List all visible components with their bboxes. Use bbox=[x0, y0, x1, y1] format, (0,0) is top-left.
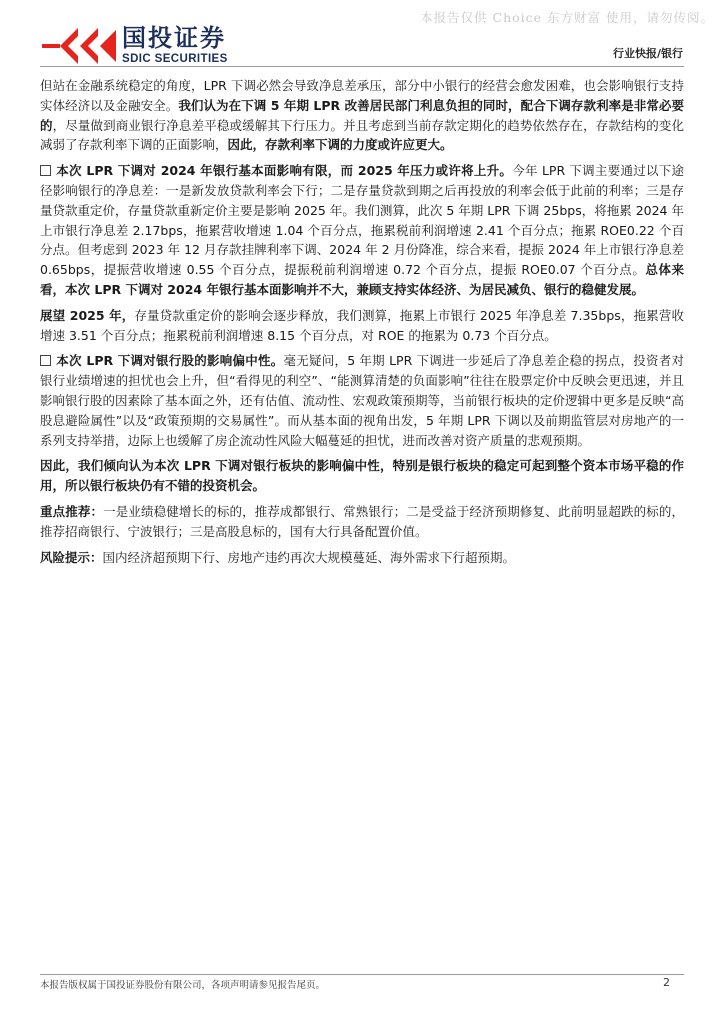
bold-text-run: 总体来看，本次 LPR 下调对 2024 年银行基本面影响并不大，兼顾支持实体经济、为居民减负、银行的稳健发展。 bbox=[40, 262, 684, 297]
report-category-tag: 行业快报/银行 bbox=[612, 47, 683, 60]
bold-text-run: 本次 LPR 下调对 2024 年银行基本面影响有限，而 2025 年压力或许将上升。 bbox=[56, 163, 513, 179]
footer-disclaimer: 本报告版权属于国投证券股份有限公司，各项声明请参见报告尾页。 bbox=[40, 980, 326, 991]
bold-text-run: 因此，我们倾向认为本次 LPR 下调对银行板块的影响偏中性，特别是银行板块的稳定可起到整个资本市场平稳的作用，所以银行板块仍有不错的投资机会。 bbox=[40, 458, 684, 494]
square-bullet-icon bbox=[40, 165, 51, 176]
logo-english-name: SDIC SECURITIES bbox=[122, 53, 228, 65]
logo-mark-icon bbox=[40, 24, 118, 68]
bold-text-run: 展望 2025 年， bbox=[40, 307, 135, 323]
watermark-text: 本报告仅供 Choice 东方财富 使用，请勿传阅。 bbox=[420, 10, 714, 25]
body-paragraph bbox=[40, 351, 684, 450]
bold-text-run: 因此，存款利率下调的力度或许应更大。 bbox=[227, 137, 453, 153]
text-run: 国内经济超预期下行、房地产违约再次大规模蔓延、海外需求下行超预期。 bbox=[102, 549, 516, 565]
body-paragraph bbox=[40, 76, 684, 155]
text-run: 但站在金融系统稳定的角度，LPR 下调必然会导致净息差承压，部分中小银行的经营会愈发困难，也会影响银行支持实体经济以及金融安全。 bbox=[40, 78, 684, 113]
header-divider bbox=[40, 66, 684, 67]
text-run: 毫无疑问，5 年期 LPR 下调进一步延后了净息差企稳的拐点，投资者对银行业绩增速的担忧也会上升，但“看得见的利空”、“能测算清楚的负面影响”往往在股票定价中反映会更迅速，并且影响银行股的因素除了基本面之外，还有估值、流动性、宏观政策预期等，当前银行板块的定价逻辑中更多是反映“高股息避险属性”以及“政策预期的交易属性”。而从基本面的视角出发，5 年期 LPR 下调以及前期监管层对房地产的一系列支持举措，边际上也缓解了房企流动性风险大幅蔓延的担忧，进而改善对资产质量的悲观预期。 bbox=[40, 353, 684, 448]
bold-text-run: 重点推荐： bbox=[40, 503, 104, 519]
report-body bbox=[40, 76, 684, 573]
text-run: ，尽量做到商业银行净息差平稳或缓解其下行压力。并且考虑到当前存款定期化的趋势依然存在，存款结构的变化减弱了存款利率下调的正面影响， bbox=[40, 117, 684, 153]
text-run: 存量贷款重定价的影响会逐步释放，我们测算，拖累上市银行 2025 年净息差 7.35bps，拖累营收增速 3.51 个百分点；拖累税前利润增速 8.15 个百分点，对 ROE 的拖累为 0.73 个百分点。 bbox=[40, 307, 684, 343]
company-logo bbox=[40, 24, 240, 70]
body-paragraph bbox=[40, 456, 684, 496]
square-bullet-icon bbox=[40, 355, 51, 366]
body-paragraph bbox=[40, 548, 684, 568]
bold-text-run: 本次 LPR 下调对银行股的影响偏中性。 bbox=[56, 353, 284, 369]
body-paragraph bbox=[40, 306, 684, 346]
bold-text-run: 风险提示： bbox=[40, 549, 103, 565]
footer-divider bbox=[40, 974, 684, 975]
text-run: 今年 LPR 下调主要通过以下途径影响银行的净息差：一是新发放贷款利率会下行；二是存量贷款到期之后再投放的利率会低于此前的利率；三是存量贷款重定价，存量贷款重新定价主要是影响 2025 年。我们测算，此次 5 年期 LPR 下调 25bps，将拖累 2024 年上市银行净息差 2.17bps，拖累营收增速 1.04 个百分点，拖累税前利润增速 2.41 个百分点；拖累 ROE0.22 个百分点。但考虑到 2023 年 12 月存款挂牌利率下调、2024 年 2 月份降准，综合来看，提振 2024 年上市银行净息差 0.65bps，提振营收增速 0.55 个百分点，提振税前利润增速 0.72 个百分点，提振 ROE0.07 个百分点。 bbox=[40, 163, 684, 278]
bold-text-run: 我们认为在下调 5 年期 LPR 改善居民部门利息负担的同时，配合下调存款利率是非常必要的 bbox=[40, 97, 684, 133]
logo-chinese-name: 国投证券 bbox=[122, 24, 226, 52]
page-number: 2 bbox=[663, 976, 670, 989]
text-run: 一是业绩稳健增长的标的，推荐成都银行、常熟银行；二是受益于经济预期修复、此前明显超跌的标的，推荐招商银行、宁波银行；三是高股息标的，国有大行具备配置价值。 bbox=[40, 503, 684, 539]
body-paragraph bbox=[40, 502, 684, 542]
body-paragraph bbox=[40, 161, 684, 300]
